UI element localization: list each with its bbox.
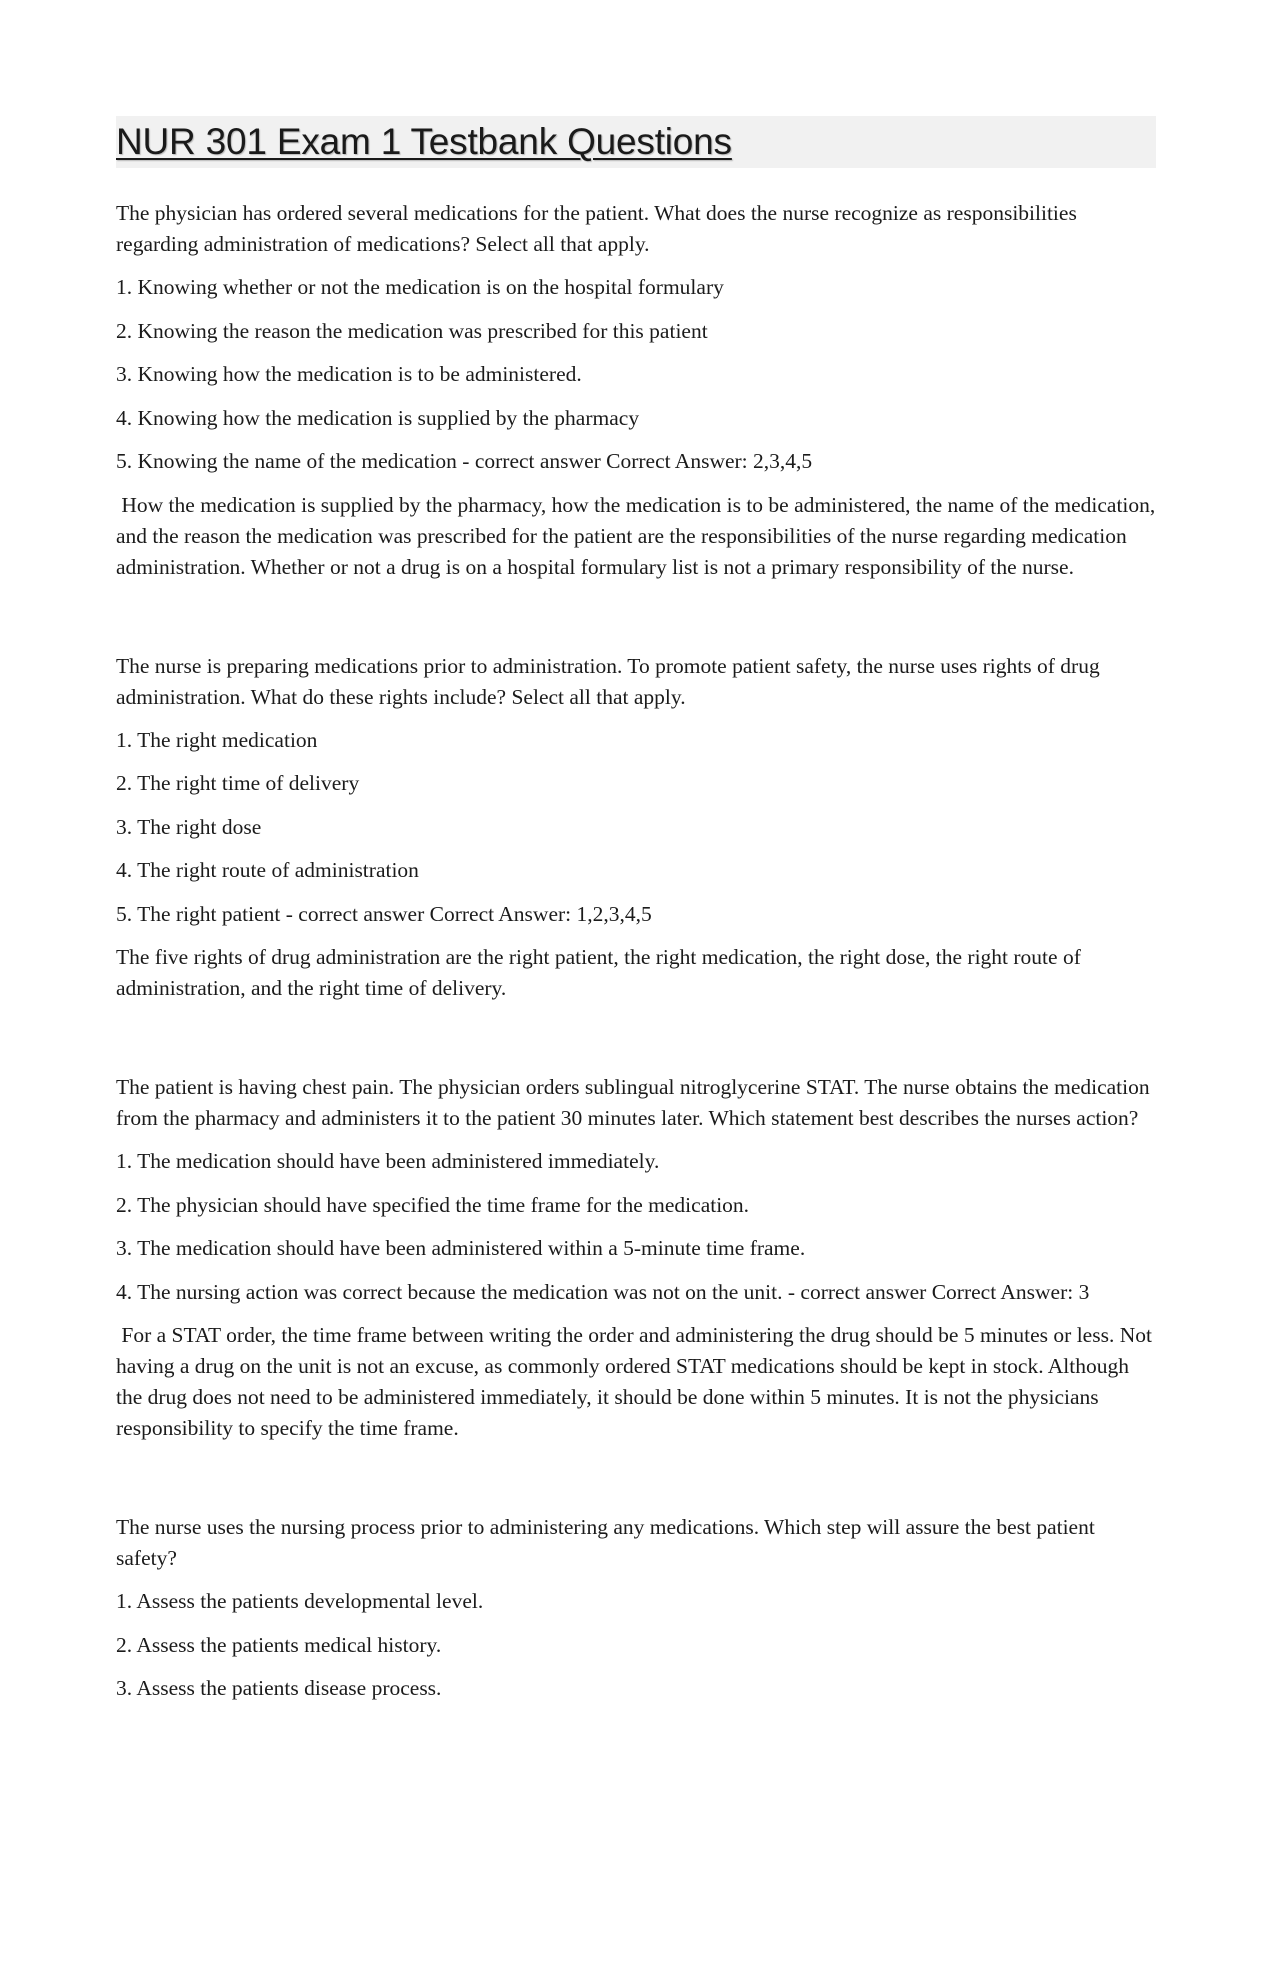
- answer-explanation: For a STAT order, the time frame between writing the order and administering the drug should be 5 minutes or less. Not having a drug on the unit is not an excuse, as commonly ordered STAT medications should be kept in stock. Although the drug does not need to be administered immediately, it should be done within 5 minutes. It is not the physicians responsibility to specify the time frame.: [116, 1323, 1158, 1440]
- question-stem: The patient is having chest pain. The physician orders sublingual nitroglycerine STAT. The nurse obtains the medication from the pharmacy and administers it to the patient 30 minutes later. Which statement best describes the nurses action?: [116, 1075, 1150, 1130]
- question-stem: The nurse is preparing medications prior to administration. To promote patient safety, the nurse uses rights of drug administration. What do these rights include? Select all that apply.: [116, 653, 1100, 709]
- answer-explanation: The five rights of drug administration are the right patient, the right medication, the right dose, the right route of administration, and the right time of delivery.: [116, 945, 1081, 1000]
- question-4: [116, 1512, 1156, 1704]
- spacer: [116, 595, 1156, 651]
- document-page: [116, 116, 1161, 1717]
- answer-option: 1. The medication should have been administered immediately.: [116, 1149, 660, 1173]
- answer-option: 2. Knowing the reason the medication was prescribed for this patient: [116, 318, 708, 343]
- answer-explanation: How the medication is supplied by the pharmacy, how the medication is to be administered, the name of the medication, and the reason the medication was prescribed for the patient are the responsibilities of the nurse regarding medication administration. Whether or not a drug is on a hospital formulary list is not a primary responsibility of the nurse.: [116, 492, 1161, 579]
- answer-option: 3. Knowing how the medication is to be administered.: [116, 362, 582, 386]
- question-3: [116, 1072, 1156, 1444]
- answer-option: 2. The right time of delivery: [116, 771, 360, 795]
- answer-option: 2. The physician should have specified the time frame for the medication.: [116, 1192, 750, 1217]
- question-stem: The nurse uses the nursing process prior to administering any medications. Which step will assure the best patient safety?: [116, 1515, 1095, 1570]
- answer-option: 3. The right dose: [116, 814, 262, 839]
- spacer: [116, 1016, 1156, 1072]
- answer-option: 4. The nursing action was correct because the medication was not on the unit. - correct answer Correct Answer: 3: [116, 1279, 1090, 1304]
- answer-option: 2. Assess the patients medical history.: [116, 1632, 442, 1657]
- question-stem: The physician has ordered several medications for the patient. What does the nurse recognize as responsibilities regarding administration of medications? Select all that apply.: [116, 201, 1077, 256]
- answer-option: 5. The right patient - correct answer Correct Answer: 1,2,3,4,5: [116, 901, 652, 926]
- answer-option: 1. Assess the patients developmental level.: [116, 1589, 484, 1613]
- question-2: [116, 651, 1156, 1005]
- answer-option: 3. Assess the patients disease process.: [116, 1676, 442, 1700]
- document-title: NUR 301 Exam 1 Testbank Questions: [116, 121, 732, 162]
- answer-option: 1. Knowing whether or not the medication is on the hospital formulary: [116, 275, 724, 299]
- answer-option: 4. The right route of administration: [116, 858, 419, 882]
- answer-option: 1. The right medication: [116, 727, 318, 752]
- title-bar: [116, 116, 1156, 168]
- question-1: [116, 198, 1161, 583]
- answer-option: 3. The medication should have been administered within a 5-minute time frame.: [116, 1236, 806, 1260]
- answer-option: 5. Knowing the name of the medication - correct answer Correct Answer: 2,3,4,5: [116, 449, 813, 473]
- spacer: [116, 1456, 1156, 1512]
- document-content: [116, 198, 1161, 1704]
- answer-option: 4. Knowing how the medication is supplied by the pharmacy: [116, 405, 640, 430]
